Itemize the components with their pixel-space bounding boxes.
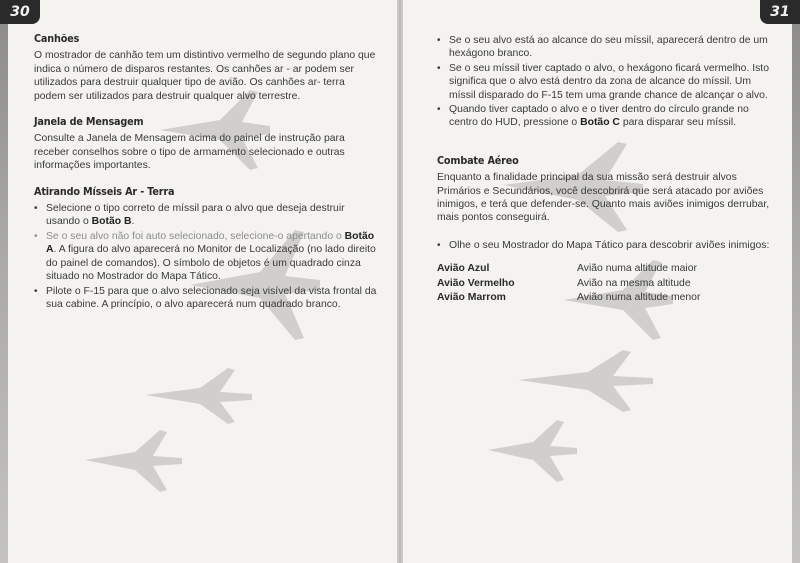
list-item: • Se o seu alvo está ao alcance do seu míssil, aparecerá dentro de um hexágono branco. — [437, 35, 768, 60]
list-item: • Selecione o tipo correto de míssil para o alvo que deseja destruir usando o Botão B. — [34, 203, 345, 228]
plane-altitude-desc: Avião na mesma altitude — [577, 277, 691, 289]
bullet-icon: • — [437, 35, 441, 46]
paragraph-combate: Enquanto a finalidade principal da sua missão será destruir alvos Primários e Secundários, você descobrirá que será atacado por aviões inimigos, e terá que defender-se. Quanto mais aviões inimigos derrubar, mais pontos conseguirá. — [437, 172, 770, 224]
jet-watermark-icon — [513, 340, 663, 420]
list-item: • Se o seu míssil tiver captado o alvo, o hexágono ficará vermelho. Isto significa que o alvo está dentro da zona de alcance do míssil. Um míssil disparado do F-15 tem uma grande chance de alcançar o alvo. — [437, 62, 769, 101]
button-label-c: Botão C — [580, 117, 620, 129]
bullet-list-combate — [437, 239, 773, 252]
button-label-a: Botão A — [46, 230, 375, 256]
section-heading-janela: Janela de Mensagem — [34, 115, 144, 129]
list-item: • Pilote o F-15 para que o alvo selecionado seja visível da vista frontal da sua cabine. A princípio, o alvo aparecerá num quadrado branco. — [34, 285, 377, 310]
section-heading-atirando: Atirando Mísseis Ar - Terra — [34, 184, 175, 198]
jet-watermark-icon — [80, 420, 190, 500]
list-item: • Quando tiver captado o alvo e o tiver dentro do círculo grande no centro do HUD, pressione o Botão C para disparar seu míssil. — [437, 104, 749, 129]
page-number-right: 31 — [760, 0, 800, 24]
bullet-icon: • — [437, 104, 441, 116]
page-number-left: 30 — [0, 0, 40, 24]
section-heading-combate: Combate Aéreo — [437, 153, 519, 167]
list-item: • Se o seu alvo não foi auto selecionado, selecione-o apertando o Botão A. A figura do alvo aparecerá no Monitor de Localização (no lado direito do painel de comandos). O símbolo de objetos é um quadrado cinza situado no Mostrador do Mapa Tático. — [34, 230, 376, 283]
button-label-b: Botão B — [91, 216, 132, 228]
paragraph-canhoes: O mostrador de canhão tem um distintivo vermelho de segundo plano que indica o número de disparos restantes. Os canhões ar - ar podem ser utilizados para destruir qualquer tipo de avião. Os canhões ar- terra podem ser utilizados para destruir qualquer alvo terrestre. — [34, 50, 376, 102]
left-page — [0, 0, 397, 563]
left-page-content — [34, 32, 378, 321]
right-page-content — [437, 34, 773, 306]
bullet-list-alvo — [437, 34, 773, 130]
enemy-plane-table — [437, 262, 773, 305]
table-row — [437, 277, 773, 291]
plane-color-name: Avião Marrom — [437, 292, 506, 304]
plane-color-name: Avião Vermelho — [437, 277, 515, 289]
list-item: • Olhe o seu Mostrador do Mapa Tático para descobrir aviões inimigos: — [437, 239, 770, 251]
bullet-icon: • — [34, 285, 38, 297]
bullet-icon: • — [34, 203, 38, 215]
plane-color-name: Avião Azul — [437, 263, 490, 275]
table-row — [437, 262, 773, 276]
plane-altitude-desc: Avião numa altitude menor — [577, 292, 701, 304]
plane-altitude-desc: Avião numa altitude maior — [577, 263, 697, 275]
bullet-icon: • — [34, 230, 38, 242]
jet-watermark-icon — [483, 410, 583, 490]
right-page — [403, 0, 800, 563]
bullet-list-atirando — [34, 202, 378, 311]
bullet-icon: • — [437, 239, 441, 251]
section-heading-canhoes: Canhões — [34, 32, 80, 45]
bullet-icon: • — [437, 62, 441, 74]
jet-watermark-icon — [140, 360, 260, 430]
paragraph-janela: Consulte a Janela de Mensagem acima do painel de instrução para receber conselhos sobre o tipo de armamento selecionado e outras informações importantes. — [34, 133, 345, 172]
table-row — [437, 291, 773, 305]
